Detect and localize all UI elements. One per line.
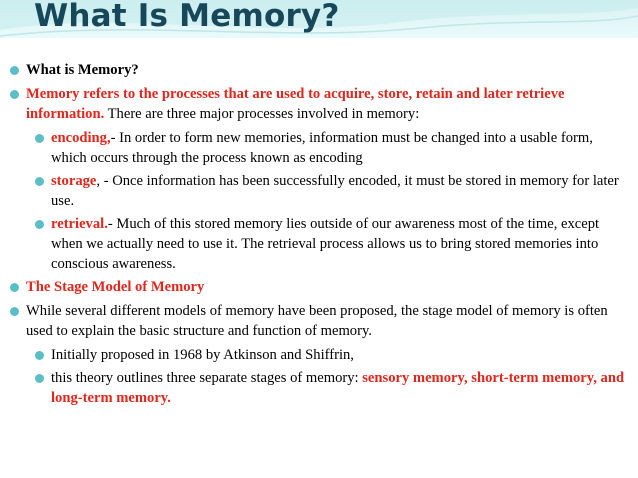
page-title: What Is Memory? <box>34 0 340 34</box>
bullet-item <box>8 277 632 297</box>
bullet-icon <box>35 134 44 143</box>
bullet-icon <box>35 177 44 186</box>
sub-bullet-item <box>8 171 632 211</box>
bullet-text-segment: - In order to form new memories, information must be changed into a usable form, which occurs through the process known as encoding <box>51 130 593 166</box>
bullet-icon <box>35 374 44 383</box>
bullet-icon <box>10 307 19 316</box>
bullet-icon <box>35 351 44 360</box>
bullet-text-segment: - Much of this stored memory lies outside of our awareness most of the time, except when we actually need to use it. The retrieval process allows us to bring stored memories into conscious awareness. <box>51 216 600 272</box>
sub-bullet-item <box>8 128 632 168</box>
bullet-icon <box>10 90 19 99</box>
bullet-icon <box>10 66 19 75</box>
bullet-icon <box>10 283 19 292</box>
bullet-text-segment: sensory memory, short-term memory, and long-term memory. <box>51 370 625 406</box>
sub-bullet-item <box>8 345 632 365</box>
bullet-text-segment: retrieval. <box>51 216 108 232</box>
bullet-text-segment: What is Memory? <box>26 62 139 78</box>
sub-bullet-item <box>8 214 632 274</box>
bullet-text-segment: encoding, <box>51 130 111 146</box>
bullet-text-segment: While several different models of memory have been proposed, the stage model of memory is often used to explain the basic structure and function of memory. <box>26 303 608 339</box>
bullet-text-segment: , - Once information has been successfully encoded, it must be stored in memory for later use. <box>51 173 619 209</box>
bullet-item <box>8 301 632 341</box>
bullet-icon <box>35 220 44 229</box>
bullet-item <box>8 84 632 124</box>
bullet-text-segment: Initially proposed in 1968 by Atkinson and Shiffrin, <box>51 347 354 363</box>
bullet-text-segment: this theory outlines three separate stages of memory: <box>51 370 363 386</box>
bullet-list <box>8 60 632 408</box>
bullet-text-segment: Memory refers to the processes that are used to acquire, store, retain and later retrieve information. <box>26 86 565 122</box>
sub-bullet-item <box>8 368 632 408</box>
bullet-text-segment: storage <box>51 173 97 189</box>
bullet-text-segment: There are three major processes involved in memory: <box>104 106 420 122</box>
slide-body <box>8 60 632 411</box>
bullet-item <box>8 60 632 80</box>
bullet-text-segment: The Stage Model of Memory <box>26 279 205 295</box>
